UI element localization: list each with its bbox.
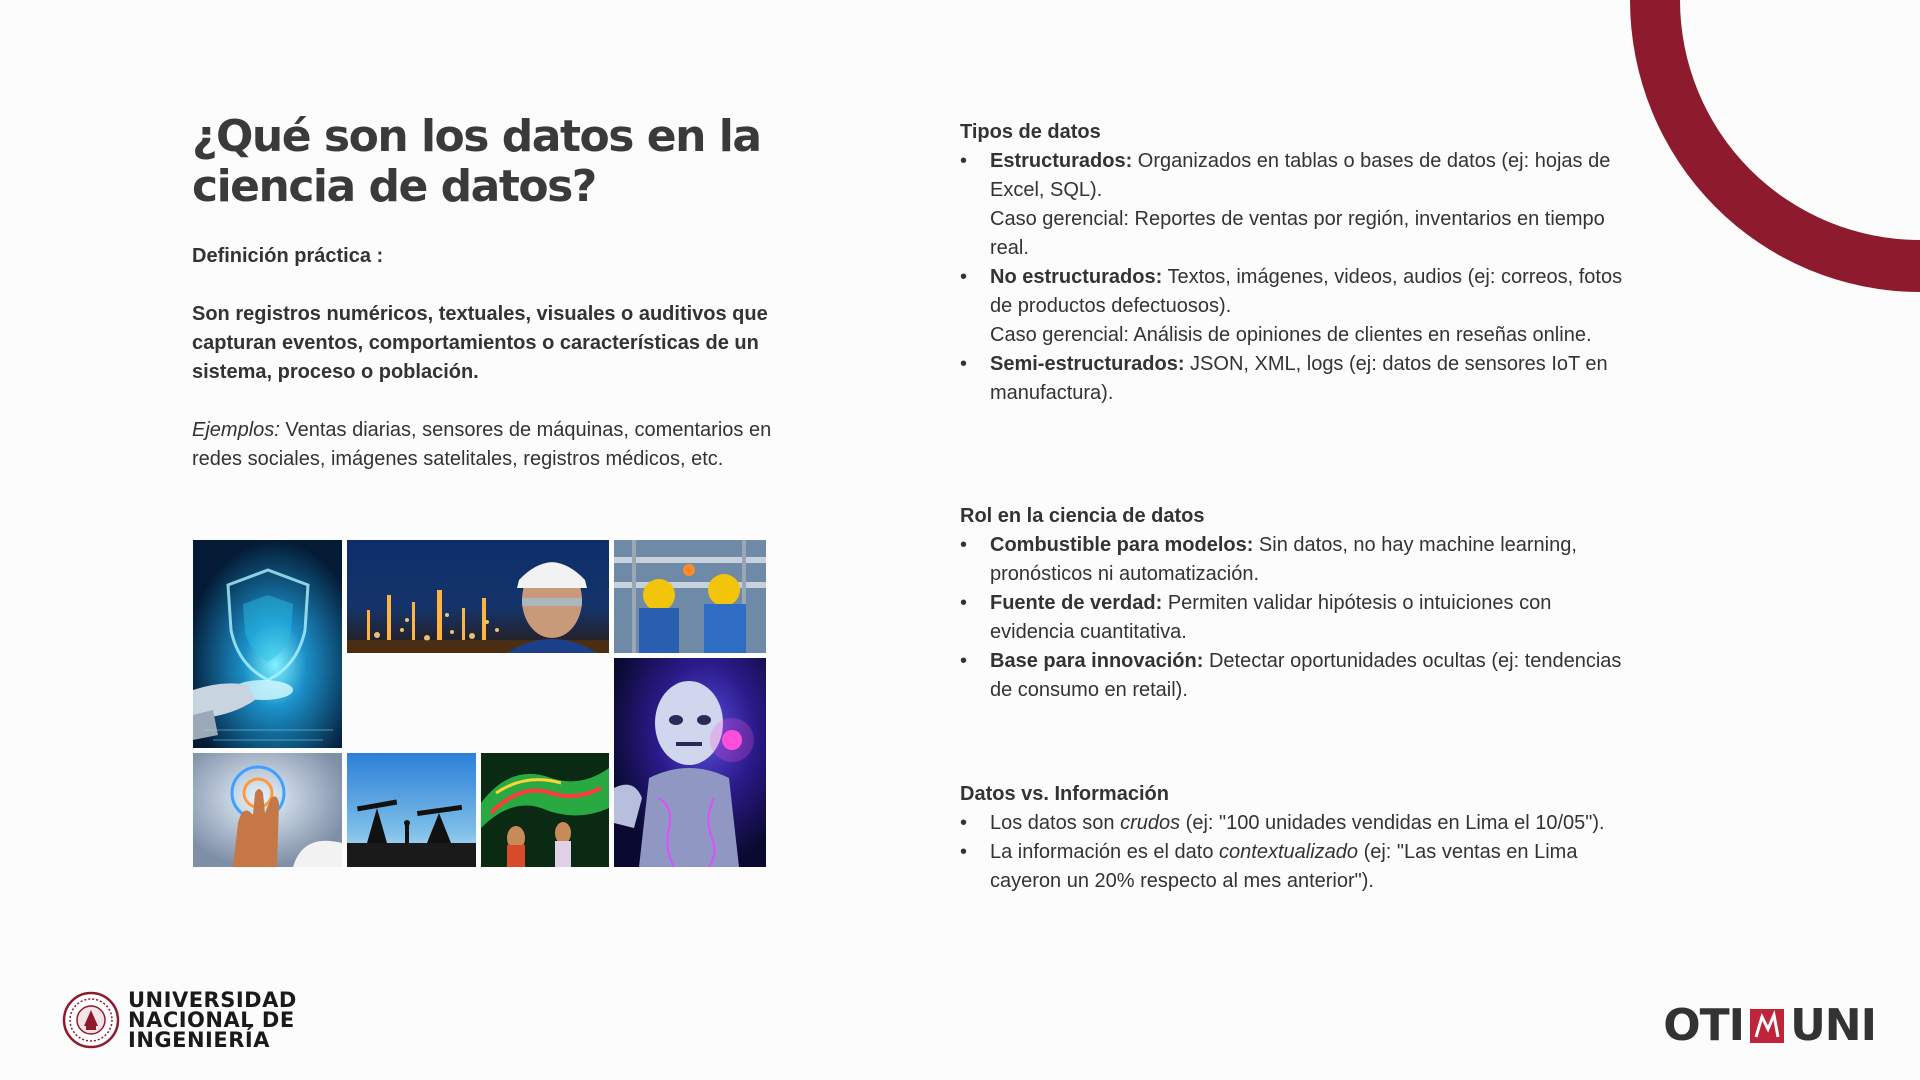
definition-text: Son registros numéricos, textuales, visuales o auditivos que capturan eventos, comportamientos o características de un sistema, proceso o población. — [192, 303, 768, 383]
item-label: Semi-estructurados: — [990, 353, 1185, 375]
list-item — [960, 147, 1640, 263]
item-text: Detectar oportunidades ocultas (ej: tendencias de consumo en retail). — [990, 650, 1622, 701]
item-text: Sin datos, no hay machine learning, pronósticos ni automatización. — [990, 534, 1577, 585]
definition-label: Definición práctica : — [192, 245, 384, 267]
industrial-workers-image — [614, 540, 766, 653]
item-text: JSON, XML, logs (ej: datos de sensores IoT en manufactura). — [990, 353, 1608, 404]
item-text: La información es el dato — [990, 841, 1220, 863]
examples-label: Ejemplos: — [192, 419, 280, 441]
list-item — [960, 350, 1640, 408]
university-line-2: NACIONAL DE — [128, 1008, 295, 1032]
section-title-rol: Rol en la ciencia de datos — [960, 505, 1205, 527]
item-text: Textos, imágenes, videos, audios (ej: correos, fotos de productos defectuosos). — [990, 266, 1623, 317]
engineer-refinery-image — [347, 540, 609, 653]
item-text: Permiten validar hipótesis o intuiciones con evidencia cuantitativa. — [990, 592, 1552, 643]
list-item — [960, 809, 1640, 838]
item-label: Base para innovación: — [990, 650, 1204, 672]
item-extra: Caso gerencial: Análisis de opiniones de clientes en reseñas online. — [990, 324, 1592, 346]
oti-text: OTI — [1663, 1000, 1745, 1051]
university-seal-icon — [62, 986, 120, 1054]
section-datos-vs-informacion — [960, 780, 1640, 896]
oti-uni-logo — [1663, 1000, 1876, 1051]
oil-pump-image — [347, 753, 476, 867]
item-text: Los datos son — [990, 812, 1121, 834]
item-label: Fuente de verdad: — [990, 592, 1163, 614]
item-label: Estructurados: — [990, 150, 1133, 172]
section-title-tipos: Tipos de datos — [960, 121, 1101, 143]
slide-title: ¿Qué son los datos en la ciencia de datos? — [192, 111, 761, 212]
list-item — [960, 589, 1640, 647]
left-column — [192, 112, 792, 474]
item-emphasis: crudos — [1120, 812, 1181, 834]
section-title-vs: Datos vs. Información — [960, 783, 1169, 805]
university-line-3: INGENIERÍA — [128, 1028, 270, 1052]
section-tipos-de-datos — [960, 118, 1640, 408]
item-text: (ej: "100 unidades vendidas en Lima el 10/05"). — [1180, 812, 1605, 834]
item-emphasis: contextualizado — [1219, 841, 1359, 863]
university-logo — [62, 986, 297, 1054]
section-rol — [960, 502, 1640, 705]
touch-hand-image — [193, 753, 342, 867]
list-item — [960, 531, 1640, 589]
decorative-arc — [1630, 0, 1920, 292]
university-name — [128, 990, 297, 1050]
item-label: Combustible para modelos: — [990, 534, 1254, 556]
uni-text: UNI — [1790, 1000, 1876, 1051]
data-visualization-image — [481, 753, 609, 867]
university-line-1: UNIVERSIDAD — [128, 988, 297, 1012]
cyber-shield-hand-image — [193, 540, 342, 748]
humanoid-robot-image — [614, 658, 766, 867]
image-collage — [193, 540, 766, 867]
list-item — [960, 647, 1640, 705]
examples-paragraph — [192, 416, 792, 474]
item-label: No estructurados: — [990, 266, 1163, 288]
item-text: (ej: "Las ventas en Lima cayeron un 20% respecto al mes anterior"). — [990, 841, 1578, 892]
oti-mark-icon — [1748, 1007, 1786, 1045]
list-item — [960, 263, 1640, 350]
item-text: Organizados en tablas o bases de datos (ej: hojas de Excel, SQL). — [990, 150, 1611, 201]
examples-text: Ventas diarias, sensores de máquinas, comentarios en redes sociales, imágenes satelitales, registros médicos, etc. — [192, 419, 772, 470]
list-item — [960, 838, 1640, 896]
item-extra: Caso gerencial: Reportes de ventas por región, inventarios en tiempo real. — [990, 208, 1605, 259]
